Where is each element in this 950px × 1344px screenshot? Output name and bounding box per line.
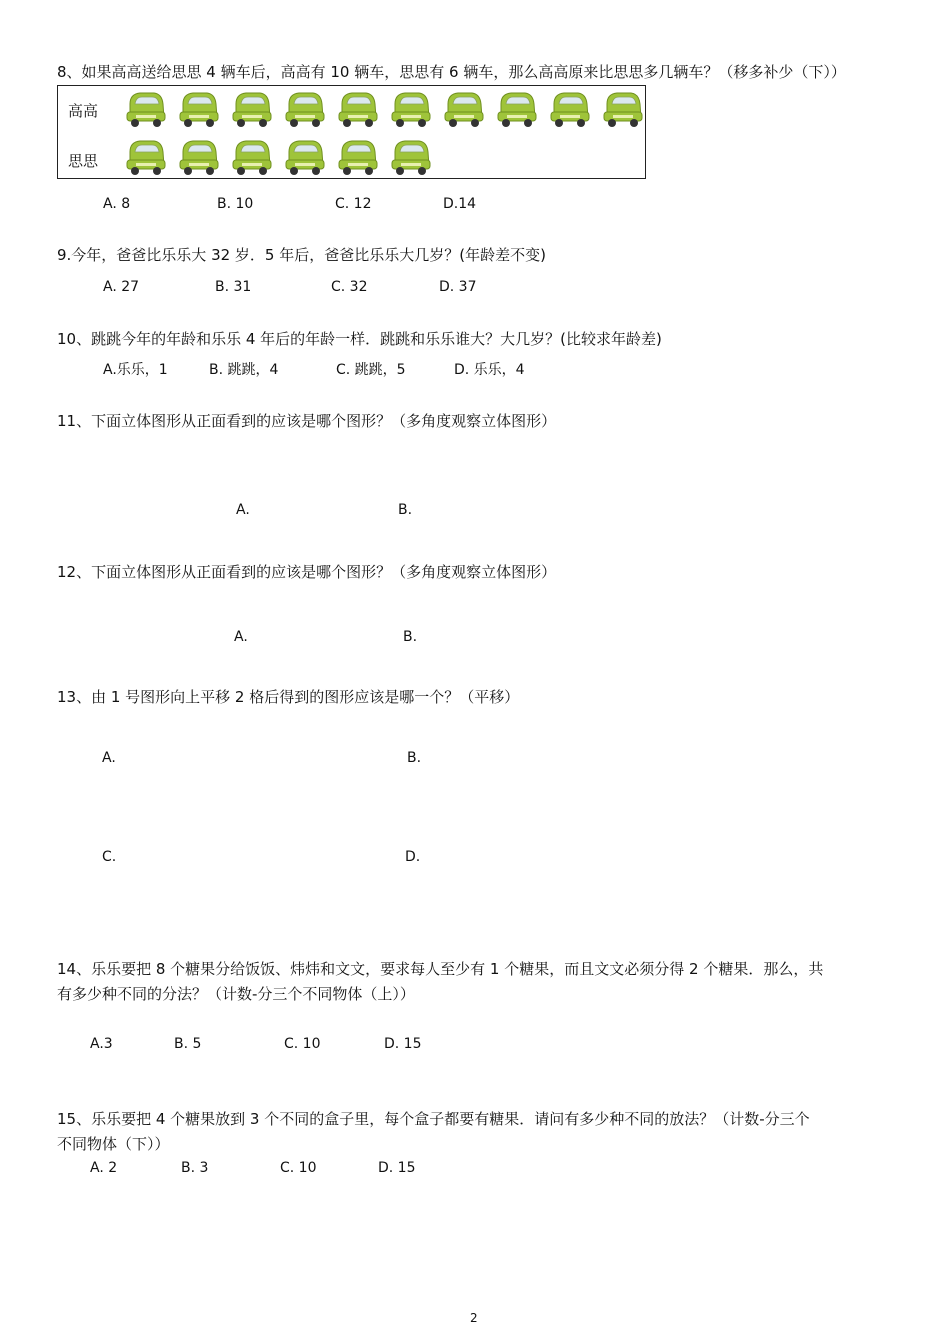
car-icon bbox=[336, 136, 380, 176]
question-15-text-line2: 不同物体（下）） bbox=[57, 1135, 170, 1153]
q12-option-b[interactable]: B. bbox=[403, 629, 418, 645]
question-13-text: 13、由 1 号图形向上平移 2 格后得到的图形应该是哪一个？（平移） bbox=[57, 688, 520, 706]
car-icon bbox=[495, 88, 539, 128]
q8-option-d[interactable]: D.14 bbox=[443, 196, 477, 212]
q15-option-d[interactable]: D. 15 bbox=[378, 1160, 416, 1176]
car-icon bbox=[283, 88, 327, 128]
car-icon bbox=[124, 136, 168, 176]
q10-option-d[interactable]: D. 乐乐，4 bbox=[454, 362, 525, 378]
q8-option-c[interactable]: C. 12 bbox=[335, 196, 372, 212]
q9-option-a[interactable]: A. 27 bbox=[103, 279, 140, 295]
q15-option-c[interactable]: C. 10 bbox=[280, 1160, 317, 1176]
q12-option-a[interactable]: A. bbox=[234, 629, 248, 645]
question-15-text-line1: 15、乐乐要把 4 个糖果放到 3 个不同的盒子里，每个盒子都要有糖果．请问有多少种不同的放法？（计数-分三个 bbox=[57, 1110, 810, 1128]
car-icon bbox=[230, 88, 274, 128]
q15-option-b[interactable]: B. 3 bbox=[181, 1160, 209, 1176]
car-icon bbox=[283, 136, 327, 176]
q10-option-a[interactable]: A.乐乐，1 bbox=[103, 362, 168, 378]
question-12-text: 12、下面立体图形从正面看到的应该是哪个图形？（多角度观察立体图形） bbox=[57, 563, 557, 581]
car-icon bbox=[230, 136, 274, 176]
q9-option-c[interactable]: C. 32 bbox=[331, 279, 368, 295]
q9-option-b[interactable]: B. 31 bbox=[215, 279, 252, 295]
question-9-text: 9.今年，爸爸比乐乐大 32 岁．5 年后，爸爸比乐乐大几岁？(年龄差不变) bbox=[57, 246, 546, 264]
q13-option-c[interactable]: C. bbox=[102, 849, 117, 865]
q14-option-c[interactable]: C. 10 bbox=[284, 1036, 321, 1052]
row-label-sisi: 思思 bbox=[68, 152, 99, 170]
car-icon bbox=[548, 88, 592, 128]
q8-option-a[interactable]: A. 8 bbox=[103, 196, 131, 212]
q11-option-a[interactable]: A. bbox=[236, 502, 250, 518]
q14-option-d[interactable]: D. 15 bbox=[384, 1036, 422, 1052]
q13-option-b[interactable]: B. bbox=[407, 750, 422, 766]
q14-option-b[interactable]: B. 5 bbox=[174, 1036, 202, 1052]
question-14-text-line2: 有多少种不同的分法？（计数-分三个不同物体（上）） bbox=[57, 985, 415, 1003]
car-icon bbox=[389, 136, 433, 176]
question-11-text: 11、下面立体图形从正面看到的应该是哪个图形？（多角度观察立体图形） bbox=[57, 412, 557, 430]
q9-option-d[interactable]: D. 37 bbox=[439, 279, 477, 295]
car-icon bbox=[442, 88, 486, 128]
question-8-text: 8、如果高高送给思思 4 辆车后，高高有 10 辆车，思思有 6 辆车，那么高高原来比思思多几辆车？（移多补少（下）） bbox=[57, 63, 846, 81]
q13-option-a[interactable]: A. bbox=[102, 750, 116, 766]
car-icon bbox=[336, 88, 380, 128]
q13-option-d[interactable]: D. bbox=[405, 849, 421, 865]
q11-option-b[interactable]: B. bbox=[398, 502, 413, 518]
question-14-text-line1: 14、乐乐要把 8 个糖果分给饭饭、炜炜和文文，要求每人至少有 1 个糖果，而且文文必须分得 2 个糖果．那么，共 bbox=[57, 960, 824, 978]
car-comparison-figure bbox=[57, 85, 646, 179]
q10-option-b[interactable]: B. 跳跳，4 bbox=[209, 362, 279, 378]
q8-option-b[interactable]: B. 10 bbox=[217, 196, 254, 212]
page-number: 2 bbox=[470, 1311, 478, 1325]
question-10-text: 10、跳跳今年的年龄和乐乐 4 年后的年龄一样．跳跳和乐乐谁大？大几岁？(比较求年龄差) bbox=[57, 330, 662, 348]
q15-option-a[interactable]: A. 2 bbox=[90, 1160, 118, 1176]
car-icon bbox=[124, 88, 168, 128]
car-icon bbox=[177, 88, 221, 128]
car-icon bbox=[601, 88, 645, 128]
row-label-gaogao: 高高 bbox=[68, 102, 99, 120]
q10-option-c[interactable]: C. 跳跳，5 bbox=[336, 362, 406, 378]
q14-option-a[interactable]: A.3 bbox=[90, 1036, 113, 1052]
car-icon bbox=[177, 136, 221, 176]
car-icon bbox=[389, 88, 433, 128]
